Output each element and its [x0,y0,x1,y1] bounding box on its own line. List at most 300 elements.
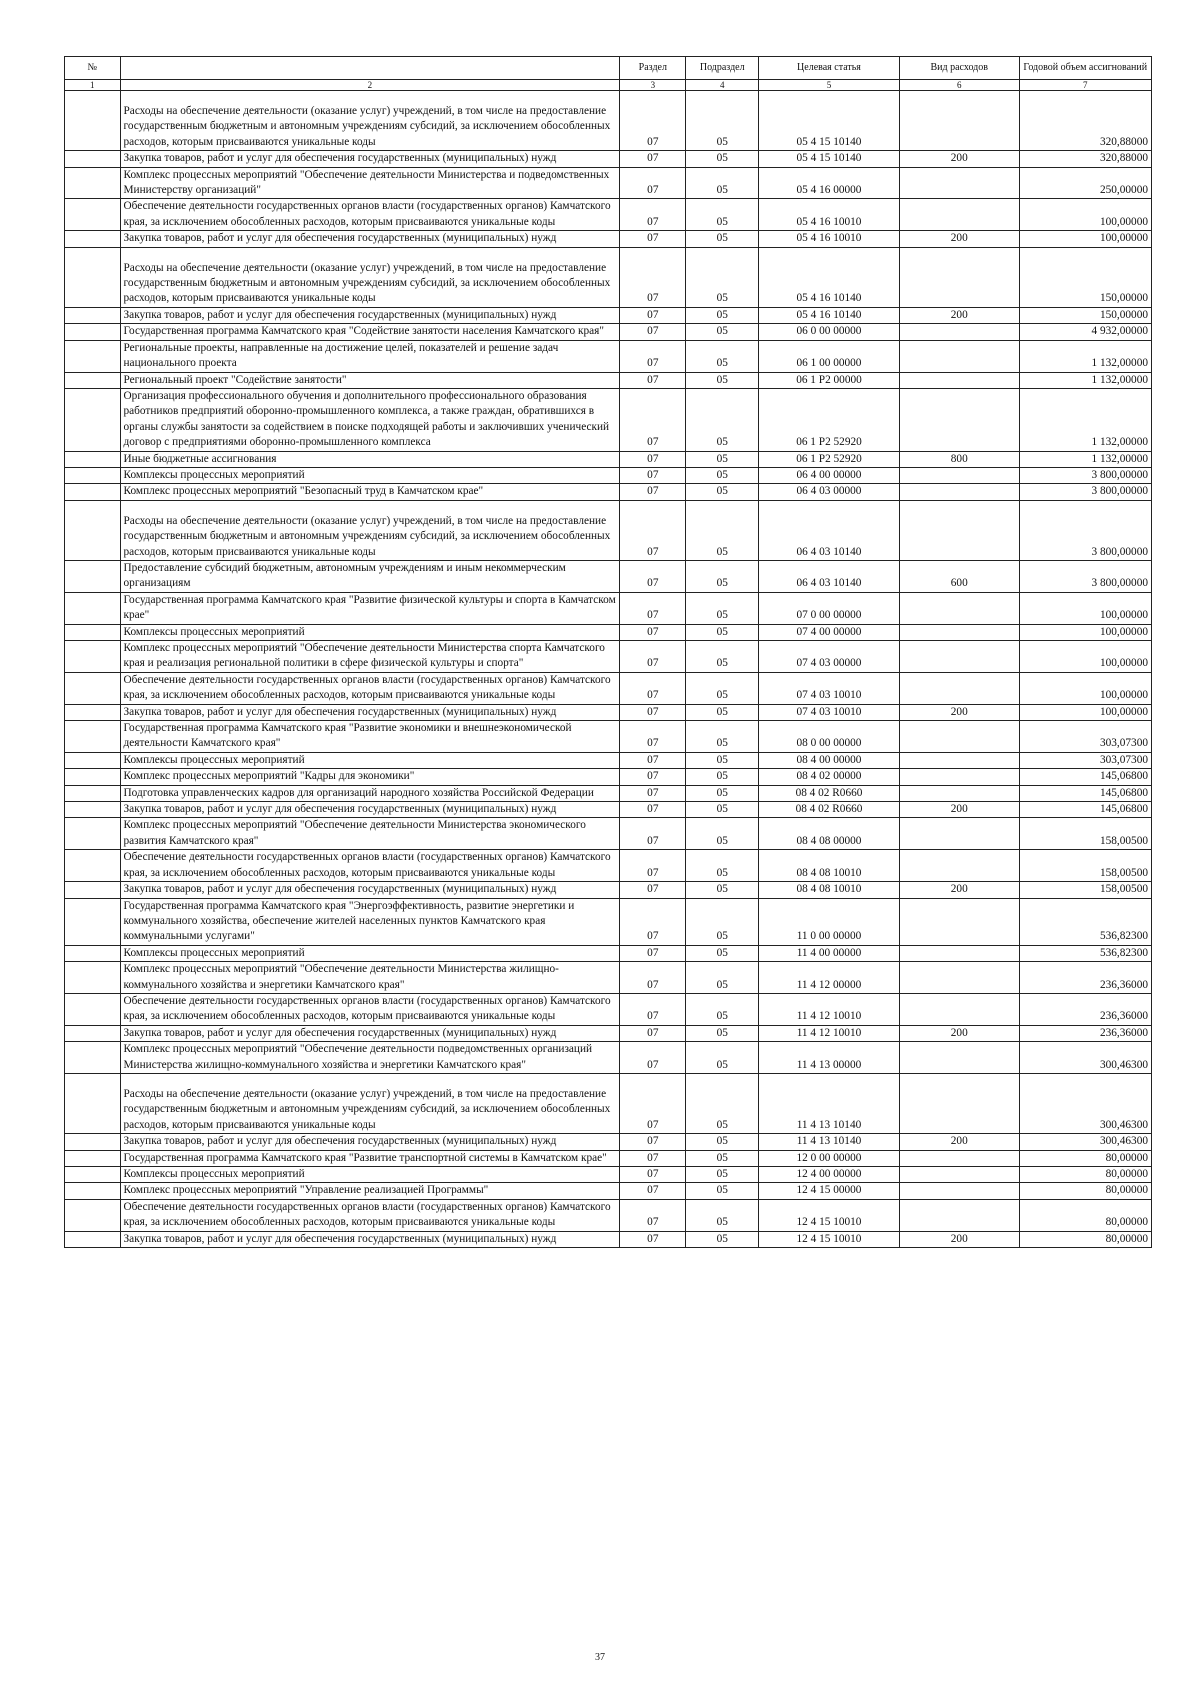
table-row [65,340,1152,372]
row-name-cell: Обеспечение деятельности государственных органов власти (государственных органов) Камчатского края, за исключением обособленных расходов, которым присваиваются уникальные коды [120,1199,620,1231]
row-amount-cell: 236,36000 [1019,962,1151,994]
row-name-cell: Государственная программа Камчатского края "Энергоэффективность, развитие энергетики и коммунального хозяйства, обеспечение жителей населенных пунктов Камчатского края коммунальными услугами" [120,898,620,945]
row-amount-cell: 145,06800 [1019,769,1151,785]
row-podrazdel-cell: 05 [686,850,759,882]
row-razdel-cell: 07 [620,307,686,323]
row-target-cell: 11 4 12 00000 [759,962,900,994]
row-amount-cell: 145,06800 [1019,785,1151,801]
row-target-cell: 12 0 00 00000 [759,1150,900,1166]
row-name-cell: Комплекс процессных мероприятий "Управление реализацией Программы" [120,1183,620,1199]
row-amount-cell: 3 800,00000 [1019,484,1151,500]
row-amount-cell: 4 932,00000 [1019,324,1151,340]
row-kind-cell [899,752,1019,768]
row-number-cell [65,247,121,307]
row-kind-cell [899,199,1019,231]
table-row [65,167,1152,199]
row-podrazdel-cell: 05 [686,672,759,704]
row-number-cell [65,624,121,640]
row-name-cell: Закупка товаров, работ и услуг для обеспечения государственных (муниципальных) нужд [120,151,620,167]
row-number-cell [65,993,121,1025]
row-podrazdel-cell: 05 [686,1150,759,1166]
row-kind-cell [899,1150,1019,1166]
table-row [65,769,1152,785]
row-amount-cell: 1 132,00000 [1019,388,1151,451]
row-podrazdel-cell: 05 [686,1025,759,1041]
row-podrazdel-cell: 05 [686,592,759,624]
row-number-cell [65,231,121,247]
row-podrazdel-cell: 05 [686,167,759,199]
row-kind-cell [899,1073,1019,1133]
row-razdel-cell: 07 [620,500,686,560]
row-razdel-cell: 07 [620,372,686,388]
row-amount-cell: 80,00000 [1019,1150,1151,1166]
row-podrazdel-cell: 05 [686,151,759,167]
row-razdel-cell: 07 [620,624,686,640]
row-kind-cell [899,91,1019,151]
row-razdel-cell: 07 [620,388,686,451]
row-razdel-cell: 07 [620,484,686,500]
row-podrazdel-cell: 05 [686,962,759,994]
row-kind-cell [899,372,1019,388]
table-row [65,1150,1152,1166]
row-razdel-cell: 07 [620,1167,686,1183]
row-kind-cell: 800 [899,451,1019,467]
row-target-cell: 08 4 02 R0660 [759,785,900,801]
row-number-cell [65,818,121,850]
row-kind-cell: 200 [899,1231,1019,1247]
row-number-cell [65,1073,121,1133]
row-target-cell: 05 4 15 10140 [759,91,900,151]
row-kind-cell [899,898,1019,945]
col-no-header: № [65,57,121,80]
row-number-cell [65,500,121,560]
row-target-cell: 12 4 15 10010 [759,1199,900,1231]
row-podrazdel-cell: 05 [686,1199,759,1231]
table-row [65,945,1152,961]
row-target-cell: 11 4 13 10140 [759,1073,900,1133]
row-podrazdel-cell: 05 [686,785,759,801]
row-kind-cell: 200 [899,1025,1019,1041]
row-amount-cell: 100,00000 [1019,231,1151,247]
row-target-cell: 08 4 02 00000 [759,769,900,785]
row-razdel-cell: 07 [620,993,686,1025]
row-name-cell: Закупка товаров, работ и услуг для обеспечения государственных (муниципальных) нужд [120,882,620,898]
row-razdel-cell: 07 [620,560,686,592]
row-name-cell: Государственная программа Камчатского края "Развитие транспортной системы в Камчатском крае" [120,1150,620,1166]
row-number-cell [65,752,121,768]
row-amount-cell: 1 132,00000 [1019,451,1151,467]
table-body [65,91,1152,1248]
row-kind-cell [899,388,1019,451]
row-name-cell: Закупка товаров, работ и услуг для обеспечения государственных (муниципальных) нужд [120,231,620,247]
table-row [65,91,1152,151]
row-kind-cell [899,672,1019,704]
row-target-cell: 11 4 13 00000 [759,1042,900,1074]
row-name-cell: Обеспечение деятельности государственных органов власти (государственных органов) Камчатского края, за исключением обособленных расходов, которым присваиваются уникальные коды [120,672,620,704]
row-number-cell [65,1025,121,1041]
row-target-cell: 06 0 00 00000 [759,324,900,340]
row-amount-cell: 100,00000 [1019,641,1151,673]
row-razdel-cell: 07 [620,802,686,818]
row-kind-cell [899,818,1019,850]
row-podrazdel-cell: 05 [686,882,759,898]
row-target-cell: 11 4 12 10010 [759,1025,900,1041]
row-name-cell: Комплекс процессных мероприятий "Обеспечение деятельности Министерства спорта Камчатского края и реализация региональной политики в сфере физической культуры и спорта" [120,641,620,673]
row-razdel-cell: 07 [620,199,686,231]
row-target-cell: 07 0 00 00000 [759,592,900,624]
row-podrazdel-cell: 05 [686,769,759,785]
row-razdel-cell: 07 [620,231,686,247]
row-kind-cell: 200 [899,307,1019,323]
row-number-cell [65,1042,121,1074]
row-kind-cell [899,721,1019,753]
row-kind-cell [899,1167,1019,1183]
column-number-row [65,80,1152,91]
row-kind-cell [899,592,1019,624]
col-target-header: Целевая статья [759,57,900,80]
row-amount-cell: 300,46300 [1019,1073,1151,1133]
row-kind-cell [899,1183,1019,1199]
row-amount-cell: 236,36000 [1019,1025,1151,1041]
row-amount-cell: 303,07300 [1019,752,1151,768]
table-row [65,592,1152,624]
row-number-cell [65,199,121,231]
col-podrazdel-header: Подраздел [686,57,759,80]
row-razdel-cell: 07 [620,592,686,624]
row-target-cell: 06 4 00 00000 [759,467,900,483]
row-amount-cell: 100,00000 [1019,199,1151,231]
row-amount-cell: 303,07300 [1019,721,1151,753]
row-amount-cell: 100,00000 [1019,704,1151,720]
row-podrazdel-cell: 05 [686,641,759,673]
row-number-cell [65,340,121,372]
row-razdel-cell: 07 [620,451,686,467]
row-kind-cell [899,785,1019,801]
row-amount-cell: 236,36000 [1019,993,1151,1025]
row-name-cell: Подготовка управленческих кадров для организаций народного хозяйства Российской Федерации [120,785,620,801]
row-razdel-cell: 07 [620,818,686,850]
row-kind-cell: 600 [899,560,1019,592]
row-number-cell [65,1199,121,1231]
table-row [65,151,1152,167]
row-kind-cell [899,324,1019,340]
row-name-cell: Организация профессионального обучения и дополнительного профессионального образования работников предприятий оборонно-промышленного комплекса, а также граждан, обратившихся в органы службы занятости за содействием в поиске подходящей работы и заключивших ученический договор с предприятиями оборонно-промышленного комплекса [120,388,620,451]
table-row [65,307,1152,323]
row-number-cell [65,1183,121,1199]
row-number-cell [65,704,121,720]
row-podrazdel-cell: 05 [686,388,759,451]
row-name-cell: Региональные проекты, направленные на достижение целей, показателей и решение задач национального проекта [120,340,620,372]
table-row [65,818,1152,850]
table-row [65,324,1152,340]
row-number-cell [65,592,121,624]
row-kind-cell [899,500,1019,560]
row-kind-cell: 200 [899,1134,1019,1150]
row-target-cell: 07 4 00 00000 [759,624,900,640]
row-amount-cell: 536,82300 [1019,945,1151,961]
row-target-cell: 12 4 15 10010 [759,1231,900,1247]
row-kind-cell [899,962,1019,994]
row-podrazdel-cell: 05 [686,500,759,560]
row-number-cell [65,882,121,898]
row-podrazdel-cell: 05 [686,993,759,1025]
row-podrazdel-cell: 05 [686,467,759,483]
row-name-cell: Обеспечение деятельности государственных органов власти (государственных органов) Камчатского края, за исключением обособленных расходов, которым присваиваются уникальные коды [120,199,620,231]
table-row [65,1134,1152,1150]
row-number-cell [65,850,121,882]
row-amount-cell: 80,00000 [1019,1167,1151,1183]
row-number-cell [65,167,121,199]
row-podrazdel-cell: 05 [686,802,759,818]
row-name-cell: Комплексы процессных мероприятий [120,624,620,640]
row-amount-cell: 3 800,00000 [1019,467,1151,483]
row-number-cell [65,945,121,961]
row-name-cell: Закупка товаров, работ и услуг для обеспечения государственных (муниципальных) нужд [120,1134,620,1150]
row-podrazdel-cell: 05 [686,231,759,247]
row-amount-cell: 150,00000 [1019,307,1151,323]
row-name-cell: Закупка товаров, работ и услуг для обеспечения государственных (муниципальных) нужд [120,802,620,818]
table-row [65,962,1152,994]
row-target-cell: 05 4 16 00000 [759,167,900,199]
row-number-cell [65,324,121,340]
row-number-cell [65,802,121,818]
row-amount-cell: 300,46300 [1019,1042,1151,1074]
row-podrazdel-cell: 05 [686,484,759,500]
row-podrazdel-cell: 05 [686,199,759,231]
table-row [65,641,1152,673]
row-razdel-cell: 07 [620,1183,686,1199]
col-number: 4 [686,80,759,91]
row-razdel-cell: 07 [620,898,686,945]
row-number-cell [65,91,121,151]
row-podrazdel-cell: 05 [686,818,759,850]
row-amount-cell: 150,00000 [1019,247,1151,307]
table-row [65,231,1152,247]
row-target-cell: 05 4 16 10010 [759,231,900,247]
row-number-cell [65,898,121,945]
row-podrazdel-cell: 05 [686,1042,759,1074]
row-number-cell [65,1134,121,1150]
col-number: 3 [620,80,686,91]
row-podrazdel-cell: 05 [686,324,759,340]
row-kind-cell: 200 [899,151,1019,167]
row-target-cell: 11 0 00 00000 [759,898,900,945]
row-podrazdel-cell: 05 [686,624,759,640]
row-target-cell: 08 4 08 00000 [759,818,900,850]
row-name-cell: Комплексы процессных мероприятий [120,752,620,768]
row-kind-cell [899,167,1019,199]
row-kind-cell [899,1199,1019,1231]
row-podrazdel-cell: 05 [686,1167,759,1183]
row-target-cell: 12 4 00 00000 [759,1167,900,1183]
row-podrazdel-cell: 05 [686,704,759,720]
row-number-cell [65,560,121,592]
row-name-cell: Расходы на обеспечение деятельности (оказание услуг) учреждений, в том числе на предоставление государственным бюджетным и автономным учреждениям субсидий, за исключением обособленных расходов, которым присваиваются уникальные коды [120,500,620,560]
row-name-cell: Комплекс процессных мероприятий "Безопасный труд в Камчатском крае" [120,484,620,500]
row-number-cell [65,307,121,323]
row-razdel-cell: 07 [620,769,686,785]
row-number-cell [65,769,121,785]
row-razdel-cell: 07 [620,962,686,994]
col-razdel-header: Раздел [620,57,686,80]
row-razdel-cell: 07 [620,1231,686,1247]
row-target-cell: 12 4 15 00000 [759,1183,900,1199]
col-kind-header: Вид расходов [899,57,1019,80]
row-amount-cell: 250,00000 [1019,167,1151,199]
row-number-cell [65,641,121,673]
col-amount-header: Годовой объем ассигнований [1019,57,1151,80]
col-number: 1 [65,80,121,91]
row-name-cell: Комплекс процессных мероприятий "Обеспечение деятельности подведомственных организаций Министерства жилищно-коммунального хозяйства и энергетики Камчатского края" [120,1042,620,1074]
row-podrazdel-cell: 05 [686,945,759,961]
row-name-cell: Комплекс процессных мероприятий "Обеспечение деятельности Министерства экономического развития Камчатского края" [120,818,620,850]
table-row [65,451,1152,467]
row-razdel-cell: 07 [620,1025,686,1041]
row-number-cell [65,721,121,753]
row-razdel-cell: 07 [620,324,686,340]
row-name-cell: Комплексы процессных мероприятий [120,945,620,961]
row-razdel-cell: 07 [620,91,686,151]
row-razdel-cell: 07 [620,151,686,167]
row-razdel-cell: 07 [620,340,686,372]
row-name-cell: Расходы на обеспечение деятельности (оказание услуг) учреждений, в том числе на предоставление государственным бюджетным и автономным учреждениям субсидий, за исключением обособленных расходов, которым присваиваются уникальные коды [120,91,620,151]
row-kind-cell: 200 [899,231,1019,247]
row-razdel-cell: 07 [620,850,686,882]
row-amount-cell: 158,00500 [1019,882,1151,898]
row-name-cell: Комплекс процессных мероприятий "Обеспечение деятельности Министерства и подведомственных Министерству организаций" [120,167,620,199]
row-razdel-cell: 07 [620,1199,686,1231]
row-target-cell: 05 4 16 10140 [759,247,900,307]
row-razdel-cell: 07 [620,945,686,961]
row-number-cell [65,672,121,704]
table-row [65,898,1152,945]
row-amount-cell: 100,00000 [1019,624,1151,640]
row-target-cell: 08 4 02 R0660 [759,802,900,818]
row-name-cell: Обеспечение деятельности государственных органов власти (государственных органов) Камчатского края, за исключением обособленных расходов, которым присваиваются уникальные коды [120,850,620,882]
row-name-cell: Государственная программа Камчатского края "Содействие занятости населения Камчатского края" [120,324,620,340]
row-name-cell: Региональный проект "Содействие занятости" [120,372,620,388]
row-razdel-cell: 07 [620,704,686,720]
budget-table [64,56,1152,1248]
row-number-cell [65,1150,121,1166]
row-podrazdel-cell: 05 [686,1073,759,1133]
row-name-cell: Закупка товаров, работ и услуг для обеспечения государственных (муниципальных) нужд [120,1231,620,1247]
table-row [65,721,1152,753]
row-number-cell [65,467,121,483]
table-row [65,484,1152,500]
table-row [65,850,1152,882]
row-amount-cell: 300,46300 [1019,1134,1151,1150]
col-number: 6 [899,80,1019,91]
row-razdel-cell: 07 [620,247,686,307]
row-razdel-cell: 07 [620,467,686,483]
row-name-cell: Предоставление субсидий бюджетным, автономным учреждениям и иным некоммерческим организациям [120,560,620,592]
row-name-cell: Расходы на обеспечение деятельности (оказание услуг) учреждений, в том числе на предоставление государственным бюджетным и автономным учреждениям субсидий, за исключением обособленных расходов, которым присваиваются уникальные коды [120,247,620,307]
row-target-cell: 08 0 00 00000 [759,721,900,753]
col-name-header [120,57,620,80]
row-razdel-cell: 07 [620,785,686,801]
header-row [65,57,1152,80]
row-amount-cell: 100,00000 [1019,672,1151,704]
row-target-cell: 11 4 12 10010 [759,993,900,1025]
table-row [65,1025,1152,1041]
row-amount-cell: 320,88000 [1019,151,1151,167]
table-row [65,1199,1152,1231]
row-name-cell: Закупка товаров, работ и услуг для обеспечения государственных (муниципальных) нужд [120,307,620,323]
table-row [65,672,1152,704]
table-row [65,882,1152,898]
row-target-cell: 06 4 03 10140 [759,500,900,560]
row-name-cell: Комплекс процессных мероприятий "Обеспечение деятельности Министерства жилищно-коммунального хозяйства и энергетики Камчатского края" [120,962,620,994]
row-kind-cell [899,945,1019,961]
row-razdel-cell: 07 [620,1150,686,1166]
row-name-cell: Расходы на обеспечение деятельности (оказание услуг) учреждений, в том числе на предоставление государственным бюджетным и автономным учреждениям субсидий, за исключением обособленных расходов, которым присваиваются уникальные коды [120,1073,620,1133]
table-row [65,560,1152,592]
row-target-cell: 05 4 16 10140 [759,307,900,323]
row-name-cell: Иные бюджетные ассигнования [120,451,620,467]
row-name-cell: Обеспечение деятельности государственных органов власти (государственных органов) Камчатского края, за исключением обособленных расходов, которым присваиваются уникальные коды [120,993,620,1025]
row-target-cell: 08 4 08 10010 [759,850,900,882]
row-target-cell: 08 4 08 10010 [759,882,900,898]
row-amount-cell: 80,00000 [1019,1199,1151,1231]
table-row [65,199,1152,231]
row-name-cell: Государственная программа Камчатского края "Развитие экономики и внешнеэкономической деятельности Камчатского края" [120,721,620,753]
row-name-cell: Комплексы процессных мероприятий [120,1167,620,1183]
row-kind-cell [899,247,1019,307]
table-row [65,247,1152,307]
table-row [65,467,1152,483]
table-row [65,1167,1152,1183]
row-podrazdel-cell: 05 [686,247,759,307]
row-target-cell: 06 1 00 00000 [759,340,900,372]
col-number: 7 [1019,80,1151,91]
row-podrazdel-cell: 05 [686,307,759,323]
table-row [65,802,1152,818]
row-podrazdel-cell: 05 [686,560,759,592]
row-kind-cell [899,993,1019,1025]
row-name-cell: Комплекс процессных мероприятий "Кадры для экономики" [120,769,620,785]
row-amount-cell: 158,00500 [1019,818,1151,850]
table-row [65,372,1152,388]
row-name-cell: Государственная программа Камчатского края "Развитие физической культуры и спорта в Камчатском крае" [120,592,620,624]
row-razdel-cell: 07 [620,641,686,673]
row-amount-cell: 1 132,00000 [1019,340,1151,372]
row-target-cell: 05 4 16 10010 [759,199,900,231]
row-podrazdel-cell: 05 [686,1134,759,1150]
row-podrazdel-cell: 05 [686,898,759,945]
row-number-cell [65,962,121,994]
row-razdel-cell: 07 [620,1042,686,1074]
row-target-cell: 06 1 P2 00000 [759,372,900,388]
row-target-cell: 07 4 03 10010 [759,672,900,704]
row-target-cell: 11 4 00 00000 [759,945,900,961]
row-kind-cell [899,641,1019,673]
row-target-cell: 07 4 03 00000 [759,641,900,673]
row-target-cell: 11 4 13 10140 [759,1134,900,1150]
row-target-cell: 07 4 03 10010 [759,704,900,720]
row-razdel-cell: 07 [620,167,686,199]
row-razdel-cell: 07 [620,721,686,753]
row-amount-cell: 145,06800 [1019,802,1151,818]
row-podrazdel-cell: 05 [686,91,759,151]
row-target-cell: 08 4 00 00000 [759,752,900,768]
row-razdel-cell: 07 [620,752,686,768]
row-amount-cell: 80,00000 [1019,1231,1151,1247]
row-podrazdel-cell: 05 [686,752,759,768]
row-podrazdel-cell: 05 [686,1183,759,1199]
row-kind-cell: 200 [899,882,1019,898]
row-amount-cell: 80,00000 [1019,1183,1151,1199]
